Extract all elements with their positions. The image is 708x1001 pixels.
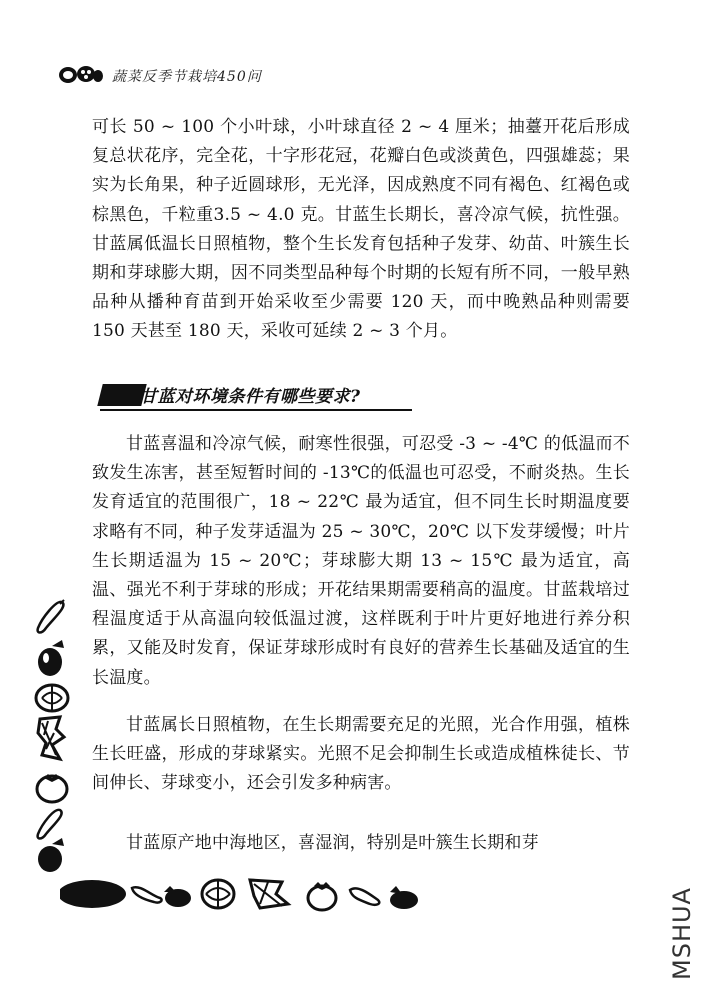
body-paragraph-1: 可长 50 ~ 100 个小叶球，小叶球直径 2 ~ 4 厘米；抽薹开花后形成复总状花序，完全花，十字形花冠，花瓣白色或淡黄色，四强雄蕊；果实为长角果，种子近圆球形，无光泽，因成熟度不同有褐色、红褐色或棕黑色，千粒重3.5 ~ 4.0 克。甘蓝生长期长，喜冷凉气候，抗性强。甘蓝属低温长日照植物，整个生长发育包括种子发芽、幼苗、叶簇生长期和芽球膨大期，因不同类型品种每个时期的长短有所不同，一般早熟品种从播种育苗到开始采收至少需要 120 天，而中晚熟品种则需要 150 天甚至 180 天，采收可延续 2 ~ 3 个月。: [92, 117, 630, 342]
bottom-vegetable-border: [60, 874, 460, 914]
body-paragraph-4: 甘蓝原产地中海地区，喜湿润，特别是叶簇生长期和芽: [126, 833, 539, 853]
leafy-vegetable-icon: [34, 715, 70, 763]
tomato-icon: [34, 770, 70, 804]
eggplant-icon: [34, 834, 70, 874]
body-paragraph-3: 甘蓝属长日照植物，在生长期需要充足的光照，光合作用强，植株生长旺盛，形成的芽球紧实。光照不足会抑制生长或造成植株徒长、节间伸长、芽球变小，还会引发多种病害。: [92, 715, 630, 794]
running-header-title: 蔬菜反季节栽培450问: [112, 69, 262, 85]
body-paragraph-2: 甘蓝喜温和冷凉气候，耐寒性很强，可忍受 -3 ~ -4℃ 的低温而不致发生冻害，甚至短暂时间的 -13℃的低温也可忍受，不耐炎热。生长发育适宜的范围很广，18 ~ 22℃ 最为适宜，但不同生长时期温度要求略有不同，种子发芽适温为 25 ~ 30℃，20℃ 以下发芽缓慢；叶片生长期适温为 15 ~ 20℃；芽球膨大期 13 ~ 15℃ 最为适宜，高温、强光不利于芽球的形成；开花结果期需要稍高的温度。甘蓝栽培过程温度适于从高温向较低温过渡，这样既利于叶片更好地进行养分积累，又能及时发育，保证芽球形成时有良好的营养生长基础及适宜的生长温度。: [92, 434, 630, 688]
section-underline: [100, 409, 412, 411]
header-logo-vegetables-icon: [58, 64, 104, 86]
section-heading-text: 甘蓝对环境条件有哪些要求?: [140, 387, 361, 407]
section-heading: [100, 382, 412, 408]
cucumber-icon: [34, 598, 70, 638]
cabbage-icon: [34, 683, 70, 713]
eggplant-icon: [34, 636, 70, 678]
watermark: MSHUA: [668, 887, 696, 981]
